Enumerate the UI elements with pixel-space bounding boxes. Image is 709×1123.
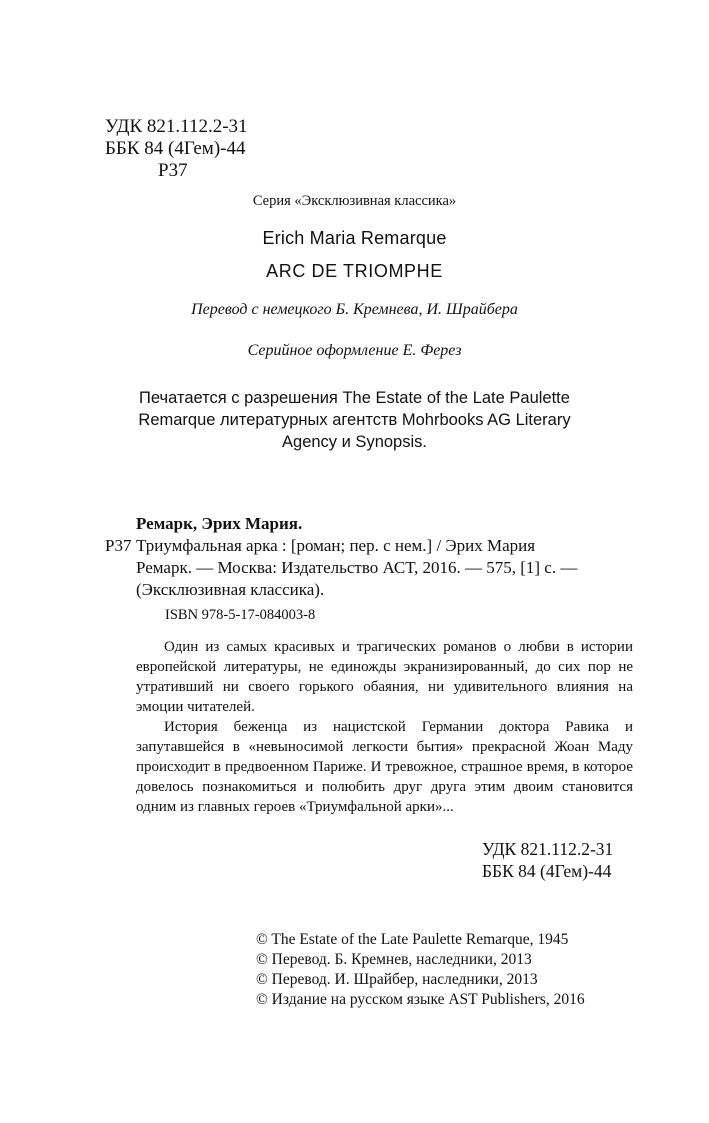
series-line: Серия «Эксклюзивная классика» bbox=[252, 193, 457, 209]
bib-line: Ремарк. — Москва: Издательство АСТ, 2016. — 575, [1] с. — bbox=[136, 558, 578, 577]
bib-line: (Эксклюзивная классика). bbox=[136, 580, 325, 599]
bbk-code: ББК 84 (4Гем)-44 bbox=[482, 861, 612, 881]
copyright-line: © The Estate of the Late Paulette Remarque, 1945 bbox=[256, 931, 569, 948]
copyright-line: © Перевод. Б. Кремнев, наследники, 2013 bbox=[256, 951, 532, 968]
isbn: ISBN 978-5-17-084003-8 bbox=[165, 607, 316, 623]
classification-block-bottom bbox=[482, 838, 613, 882]
author-mark: Р37 bbox=[158, 160, 188, 181]
bib-mark: Р37 bbox=[105, 536, 132, 555]
permission-line: Agency и Synopsis. bbox=[282, 433, 427, 451]
copyright-line: © Издание на русском языке AST Publishers, 2016 bbox=[256, 991, 585, 1008]
annotation bbox=[136, 637, 633, 817]
original-title: ARC DE TRIOMPHE bbox=[266, 261, 443, 281]
udk-code: УДК 821.112.2-31 bbox=[105, 116, 248, 137]
design-credit: Серийное оформление Е. Ферез bbox=[247, 342, 462, 359]
copyright-line: © Перевод. И. Шрайбер, наследники, 2013 bbox=[256, 971, 538, 988]
bibliographic-record bbox=[105, 513, 577, 601]
original-author: Erich Maria Remarque bbox=[262, 228, 447, 248]
permission-notice bbox=[0, 387, 709, 453]
translation-credit: Перевод с немецкого Б. Кремнева, И. Шрайбера bbox=[191, 301, 518, 318]
annotation-paragraph: История беженца из нацистской Германии доктора Равика и запутавшейся в «невыносимой легкости бытия» прекрасной Жоан Маду происходит в предвоенном Париже. И тревожное, страшное время, в которое довелось познакомиться и полюбить друг друга этим двоим становится одним из главных героев «Триумфальной арки»... bbox=[136, 719, 633, 815]
bib-text: Триумфальная арка : [роман; пер. с нем.] / Эрих Мария bbox=[136, 536, 536, 555]
udk-code: УДК 821.112.2-31 bbox=[482, 839, 614, 859]
permission-line: Remarque литературных агентств Mohrbooks AG Literary bbox=[138, 411, 571, 429]
classification-block bbox=[105, 116, 248, 182]
copyright-block bbox=[256, 930, 585, 1010]
bbk-code: ББК 84 (4Гем)-44 bbox=[105, 138, 246, 159]
annotation-paragraph: Один из самых красивых и трагических романов о любви в истории европейской литературы, не единожды экранизированный, до сих пор не утративший ни своего горького обаяния, ни удивительного влияния на эмоции читателей. bbox=[136, 639, 633, 715]
bib-line bbox=[105, 535, 577, 557]
bib-heading: Ремарк, Эрих Мария. bbox=[136, 514, 303, 533]
permission-line: Печатается с разрешения The Estate of the Late Paulette bbox=[139, 389, 570, 407]
